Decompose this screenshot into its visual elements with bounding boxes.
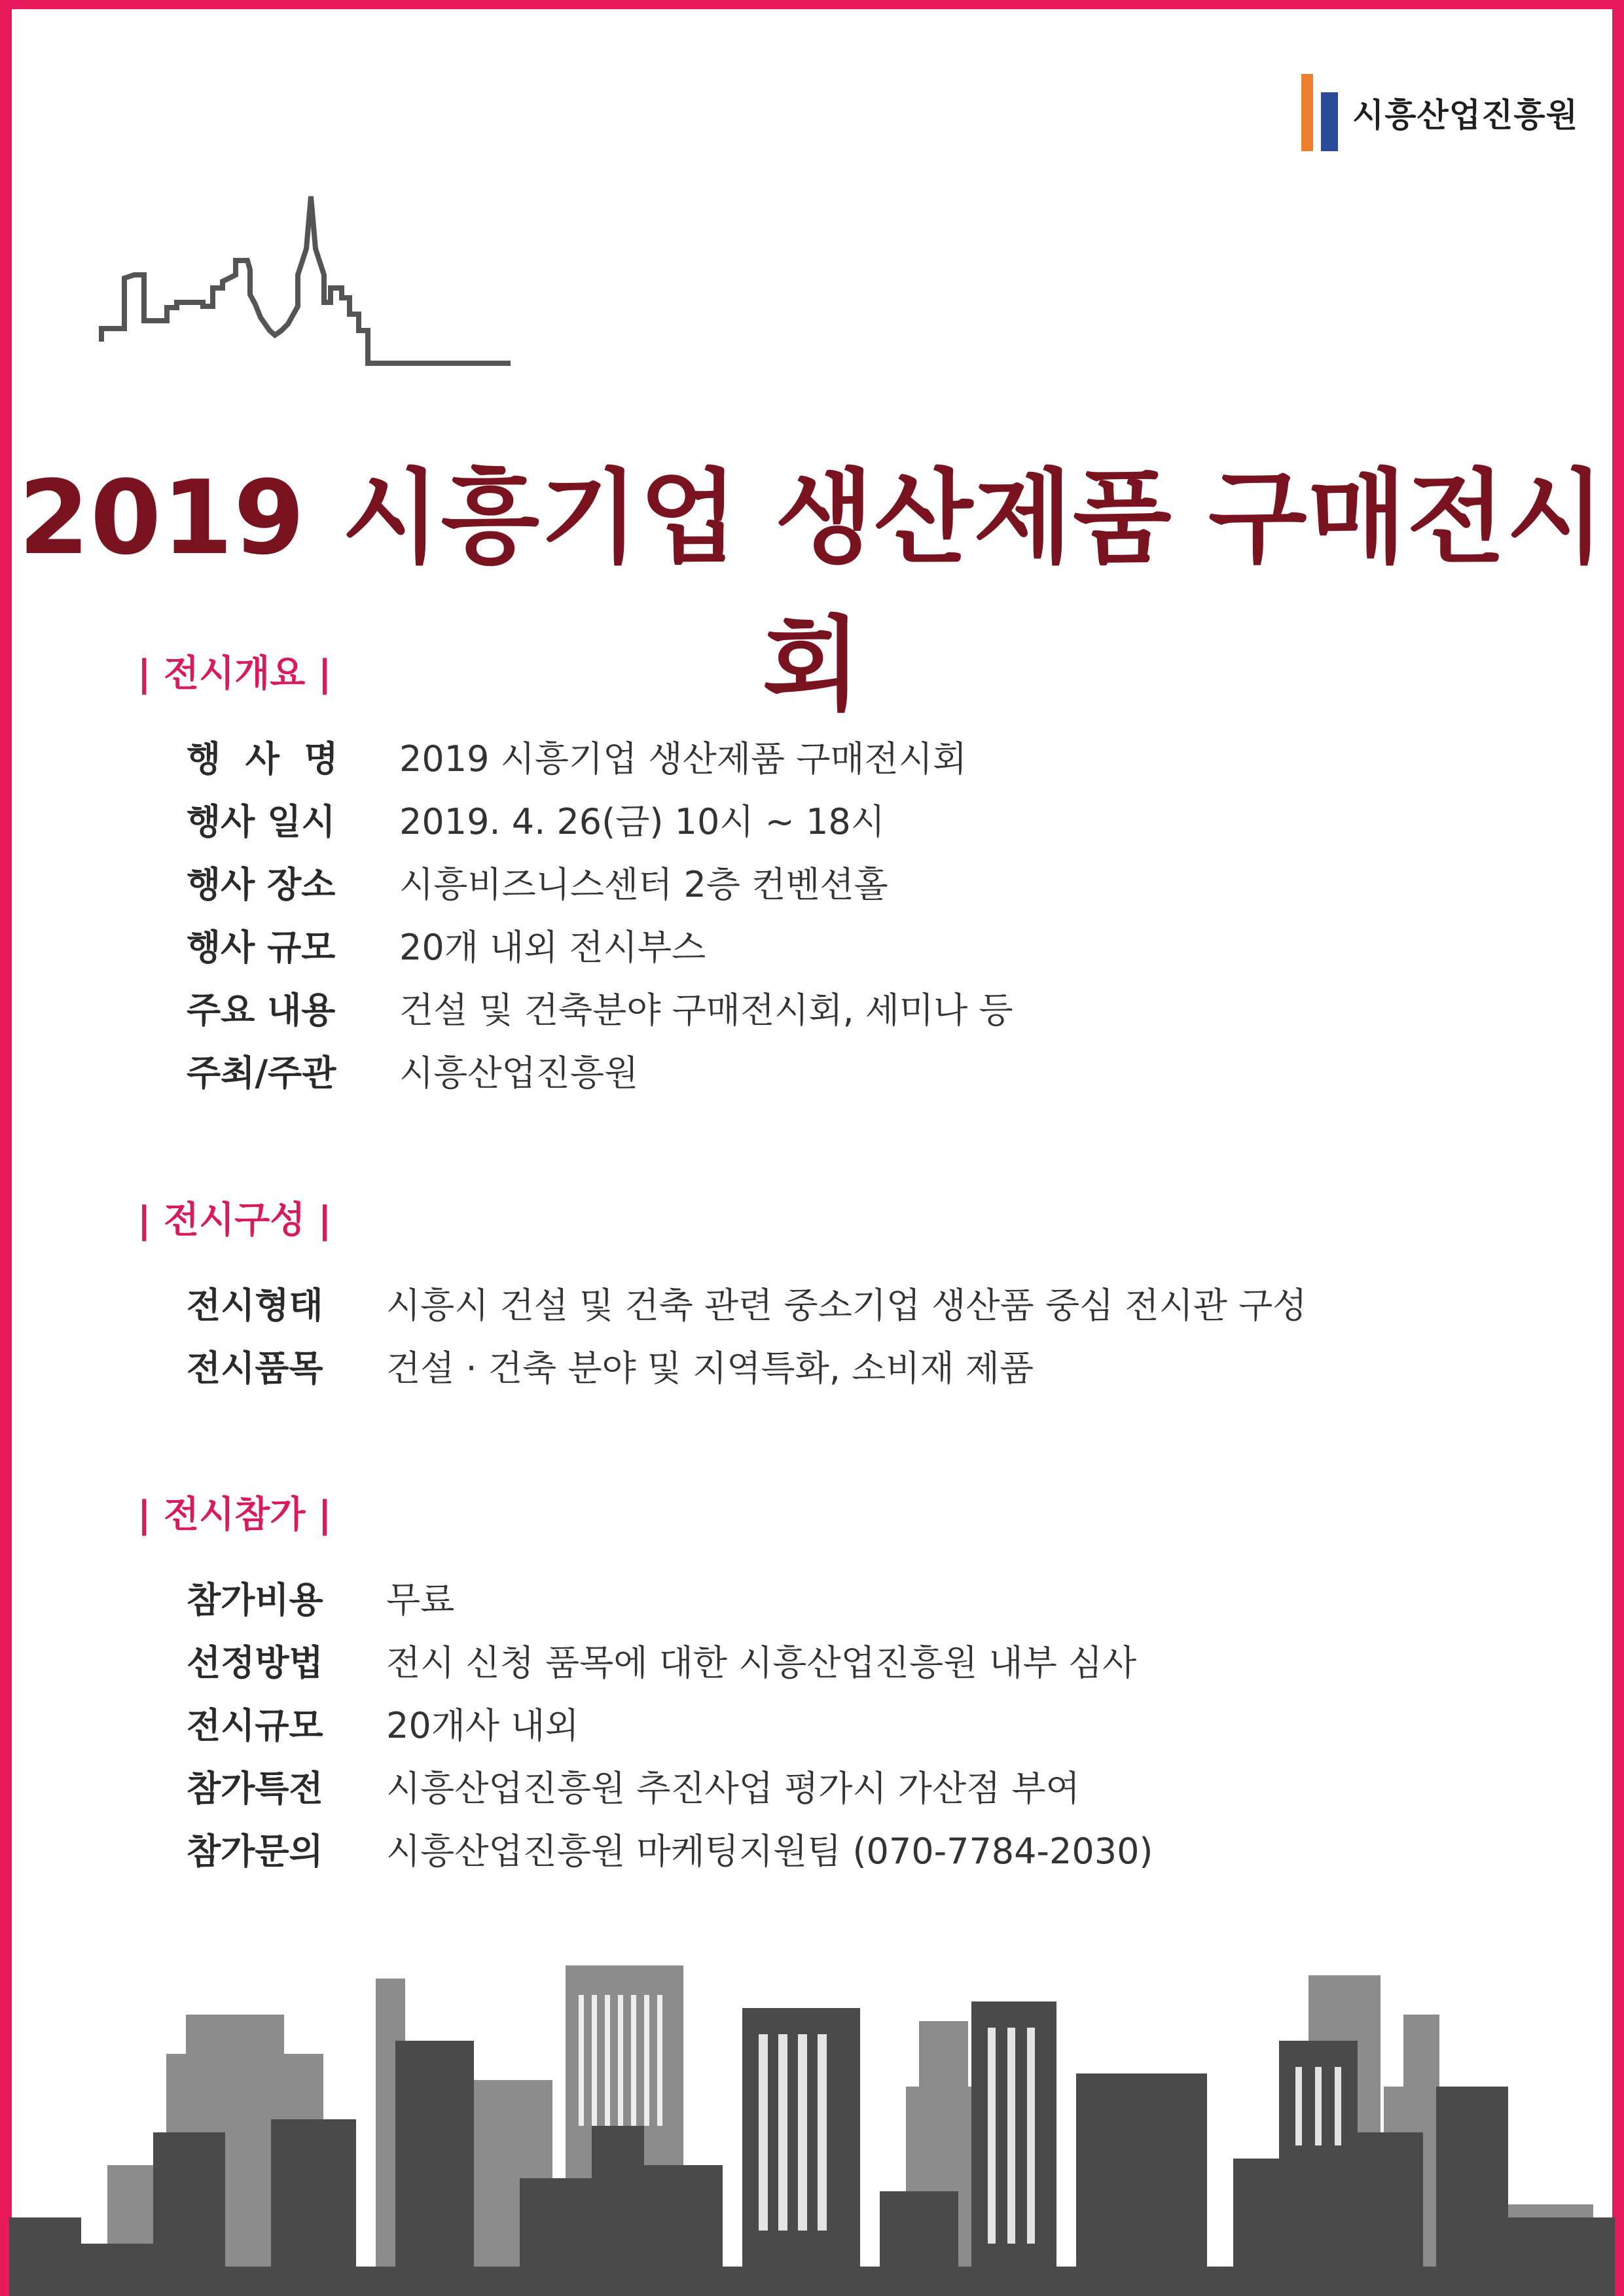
row-value: 건설 및 건축분야 구매전시회, 세미나 등 [399,989,1013,1031]
row-value: 시흥산업진흥원 마케팅지원팀 (070-7784-2030) [386,1830,1153,1872]
info-row [137,1754,1153,1817]
city-outline-icon [98,190,517,373]
info-row [137,725,1013,787]
row-value: 무료 [386,1579,455,1621]
row-value: 20개 내외 전시부스 [399,926,706,968]
info-row [137,1691,1153,1754]
section-heading: | 전시개요 | [137,653,332,695]
section-heading: | 전시참가 | [137,1494,332,1536]
row-value: 20개사 내외 [386,1704,579,1746]
row-value: 건설 · 건축 분야 및 지역특화, 소비재 제품 [386,1347,1034,1389]
section-participation [137,1486,1153,1880]
row-label: 주요 내용 [187,989,336,1031]
row-value: 시흥산업진흥원 추진사업 평가시 가산점 부여 [386,1767,1080,1809]
row-label: 참가문의 [187,1830,323,1872]
row-label: 선정방법 [187,1641,323,1683]
row-value: 시흥산업진흥원 [399,1052,639,1094]
section-heading: | 전시구성 | [137,1199,332,1242]
section-composition [137,1191,1307,1397]
info-row [137,1271,1307,1334]
row-value: 2019 시흥기업 생산제품 구매전시회 [399,738,967,780]
logo-text: 시흥산업진흥원 [1352,96,1578,134]
row-label: 참가비용 [187,1579,323,1621]
row-label: 주최/주관 [187,1052,336,1094]
info-row [137,850,1013,913]
section-overview [137,645,1013,1102]
info-row [137,1334,1307,1397]
row-label: 전시품목 [187,1347,323,1389]
poster-title: 2019 시흥기업 생산제품 구매전시회 [18,458,1606,725]
logo-mark-icon [1301,74,1338,151]
row-label: 전시형태 [187,1284,323,1326]
info-row [137,1628,1153,1691]
row-value: 2019. 4. 26(금) 10시 ~ 18시 [399,800,885,842]
row-label: 참가특전 [187,1767,323,1809]
info-row [137,1817,1153,1880]
info-row [137,1566,1153,1628]
row-label: 행사 일시 [187,800,336,842]
row-label: 전시규모 [187,1704,323,1746]
info-row [137,976,1013,1039]
info-row [137,913,1013,976]
info-row [137,1039,1013,1102]
row-value: 시흥시 건설 및 건축 관련 중소기업 생산품 중심 전시관 구성 [386,1284,1307,1326]
row-label: 행사 장소 [187,863,336,905]
org-logo [1301,73,1578,152]
row-label: 행사 규모 [187,926,336,968]
city-skyline-icon [9,1916,1615,2296]
row-value: 전시 신청 품목에 대한 시흥산업진흥원 내부 심사 [386,1641,1137,1683]
row-value: 시흥비즈니스센터 2층 컨벤션홀 [399,863,888,905]
info-row [137,787,1013,850]
row-label: 행 사 명 [187,738,338,780]
